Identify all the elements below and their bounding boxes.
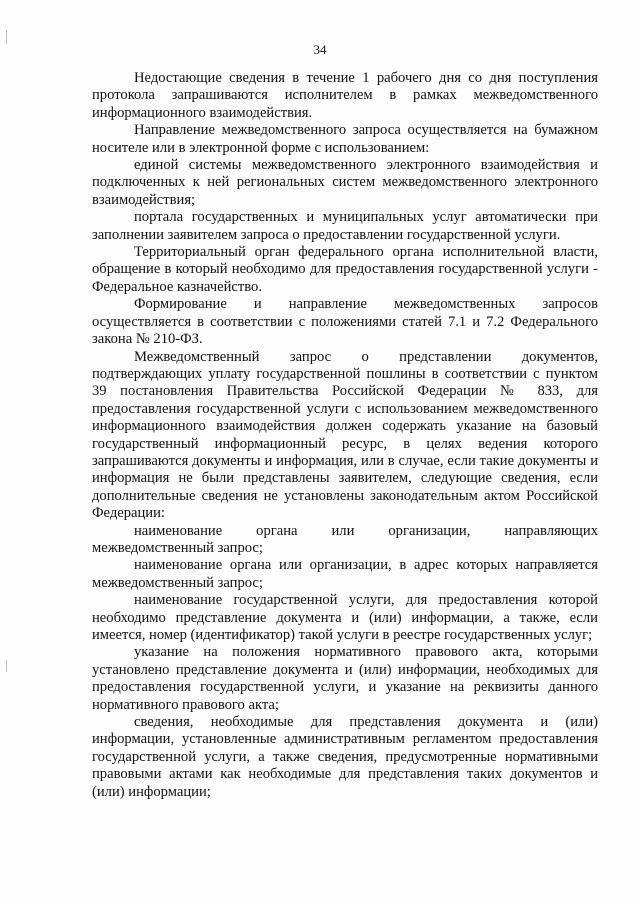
paragraph: сведения, необходимые для представления документа и (или) информации, установленные административным регламентом предоставления государственной услуги, а также сведения, предусмотренные нормативными правовыми актами как необходимые для представления таких документов и (или) информации; <box>92 714 598 800</box>
paragraph: указание на положения нормативного правового акта, которыми установлено представление документа и (или) информации, необходимых для предоставления государственной услуги, и указание на реквизиты данного нормативного правового акта; <box>92 644 598 713</box>
page-number: 34 <box>313 42 327 57</box>
scan-edge-mark <box>6 660 7 672</box>
paragraph: наименование государственной услуги, для предоставления которой необходимо представление документа и (или) информации, а также, если имеется, номер (идентификатор) такой услуги в реестре государственных услуг; <box>92 592 598 643</box>
document-body <box>92 70 598 801</box>
paragraph: Территориальный орган федерального органа исполнительной власти, обращение в который необходимо для предоставления государственной услуги - Федеральное казначейство. <box>92 244 598 295</box>
paragraph: наименование органа или организации, в адрес которых направляется межведомственный запрос; <box>92 557 598 591</box>
paragraph: Межведомственный запрос о представлении документов, подтверждающих уплату государственной пошлины в соответствии с пунктом 39 постановления Правительства Российской Федерации № 833, для предоставления государственной услуги с использованием межведомственного информационного взаимодействия должен содержать указание на базовый государственный информационный ресурс, в целях ведения которого запрашиваются документы и информация, или в случае, если такие документы и информация не были представлены заявителем, следующие сведения, если дополнительные сведения не установлены законодательным актом Российской Федерации: <box>92 348 598 522</box>
paragraph: Формирование и направление межведомственных запросов осуществляется в соответствии с положениями статей 7.1 и 7.2 Федерального закона № 210-ФЗ. <box>92 296 598 348</box>
paragraph: Недостающие сведения в течение 1 рабочего дня со дня поступления протокола запрашиваются исполнителем в рамках межведомственного информационного взаимодействия. <box>92 70 598 121</box>
paragraph: наименование органа или организации, направляющих межведомственный запрос; <box>92 522 598 556</box>
paragraph: единой системы межведомственного электронного взаимодействия и подключенных к ней региональных систем межведомственного электронного взаимодействия; <box>92 157 598 208</box>
paragraph: Направление межведомственного запроса осуществляется на бумажном носителе или в электронной форме с использованием: <box>92 122 598 156</box>
paragraph: портала государственных и муниципальных услуг автоматически при заполнении заявителем запроса о предоставлении государственной услуги. <box>92 209 598 243</box>
